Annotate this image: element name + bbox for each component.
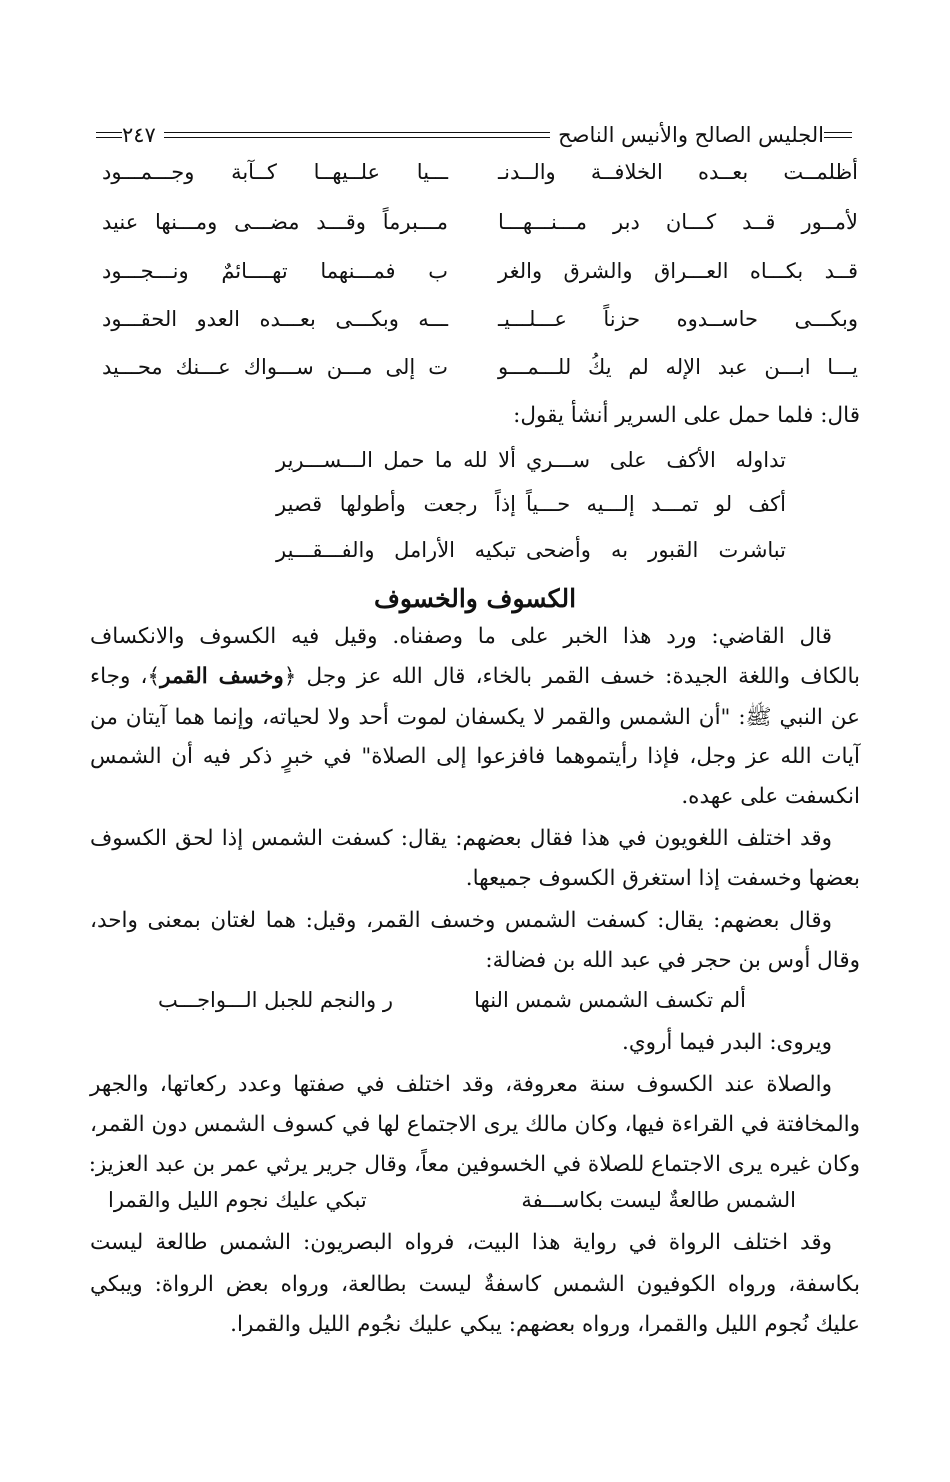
paragraph-line [90,624,860,649]
verse-first-hemistich: الشمس طالعةٌ ليست بكاســـفة [521,1188,796,1212]
paragraph-line: بعضها وخسفت إذا استغرق الكسوف جميعها. [465,866,860,891]
paragraph-line [90,908,860,933]
verse-first-hemistich: تباشرت القبور به وأضحى [526,538,786,562]
verse-second-hemistich: ر والنجم للجبل الـــواجـــب [158,988,393,1012]
verse-second-hemistich: ب فمـــنهما تهــــائمٌ ونـــجـــود [102,259,448,283]
paragraph-line: عليك نُجوم الليل والقمرا، ورواه بعضهم: يبكي عليك نجُوم الليل والقمرا. [230,1312,860,1337]
section-heading: الكسوف والخسوف [373,584,577,613]
paragraph-text: وقد اختلف الرواة في رواية هذا البيت، فرواه البصريون: الشمس طالعة ليست [90,1230,832,1255]
verse-second-hemistich: إذاً رجعت وأطولها قصير [276,492,516,516]
paragraph-line: وقال أوس بن حجر في عبد الله بن فضالة: [485,948,860,973]
page-number: ٢٤٧ [122,123,156,147]
quran-quote: وخسف القمر [160,664,284,689]
paragraph-text: ﴾، وجاء [90,664,161,689]
running-header [88,118,858,152]
verse-second-hemistich: ـــه وبكـــى بعـــده العدو الحقـــود [102,307,448,331]
paragraph-line [90,1072,860,1097]
paragraph-text: وقال بعضهم: يقال: كسفت الشمس وخسف القمر، وقيل: هما لغتان بمعنى واحد، [90,908,832,933]
verse-second-hemistich: تبكي عليك نجوم الليل والقمرا [108,1188,367,1212]
paragraph-line [90,826,860,851]
verse-first-hemistich: قــد بكـــاه العـــراق والشرق والغر [498,259,858,283]
paragraph-text: والصلاة عند الكسوف سنة معروفة، وقد اختلف في صفتها وعدد ركعاتها، والجهر [90,1072,832,1097]
intro-line: قال: فلما حمل على السرير أنشأ يقول: [513,403,860,428]
verse-first-hemistich: تداوله الأكف على ســـري [526,448,786,472]
verse-first-hemistich: وبكـــى حاســدوه حزناً عـــلـــيـ [498,307,858,331]
verse-second-hemistich: مـــبرماً وقـــد مضـــى ومـــنها عنيد [102,210,448,234]
paragraph-line [90,1030,860,1055]
paragraph-line: انكسفت على عهده. [681,784,860,809]
running-title: الجليس الصالح والأنيس الناصح [558,123,824,147]
paragraph-text: بالكاف واللغة الجيدة: خسف القمر بالخاء، قال الله عز وجل ﴿ [283,664,860,689]
paragraph-line [90,664,860,689]
verse-second-hemistich: ت إلى مـــن ســـواك عـــنك محـــيد [102,355,448,379]
paragraph-line: بكاسفة، ورواه الكوفيون الشمس كاسفةٌ ليست بطالعة، ورواه بعض الرواة: ويبكي [90,1272,860,1297]
verse-second-hemistich: ـــيا علــيهــا كــآبة وجـــمـــود [102,160,448,184]
header-rule [164,132,550,138]
verse-first-hemistich: يـــا ابـــن عبد الإله لم يكُ للـــمـــو [498,355,858,379]
paragraph-text: قال القاضي: ورد هذا الخبر على ما وصفناه. وقيل فيه الكسوف والانكساف [90,624,832,649]
paragraph-line: عن النبي ﷺ: "أن الشمس والقمر لا يكسفان لموت أحد ولا لحياته، وإنما هما آيتان من [90,705,860,730]
header-rule-left [96,132,122,138]
verse-second-hemistich: ألا لله ما حمل الـــســـرير [276,448,516,472]
paragraph-line: آيات الله عز وجل، فإذا رأيتموهما فافزعوا إلى الصلاة" في خبرٍ ذكر فيه أن الشمس [90,744,860,769]
paragraph-text: ويروى: البدر فيما أروي. [621,1030,832,1055]
header-rule-right [824,132,852,138]
paragraph-line: والمخافتة في القراءة فيها، وكان مالك يرى الاجتماع لها في كسوف الشمس دون القمر، [89,1112,860,1137]
paragraph-text: وقد اختلف اللغويون في هذا فقال بعضهم: يقال: كسفت الشمس إذا لحق الكسوف [90,826,832,851]
verse-first-hemistich: أكف لو تمـــد إلـــيه حـــياً [526,492,786,516]
verse-second-hemistich: تبكيه الأرامل والفـــقـــير [276,538,516,562]
verse-first-hemistich: لأمــور قــد كـــان دبر مـــنـــهـــا [498,210,858,234]
verse-first-hemistich: أظلمــت بعــده الخلافــة والــدنـ [498,160,858,184]
verse-first-hemistich: ألم تكسف الشمس شمس النها [474,988,746,1012]
paragraph-line: وكان غيره يرى الاجتماع للصلاة في الخسوفين معاً، وقال جرير يرثي عمر بن عبد العزيز: [88,1152,860,1177]
paragraph-line [90,1230,860,1255]
